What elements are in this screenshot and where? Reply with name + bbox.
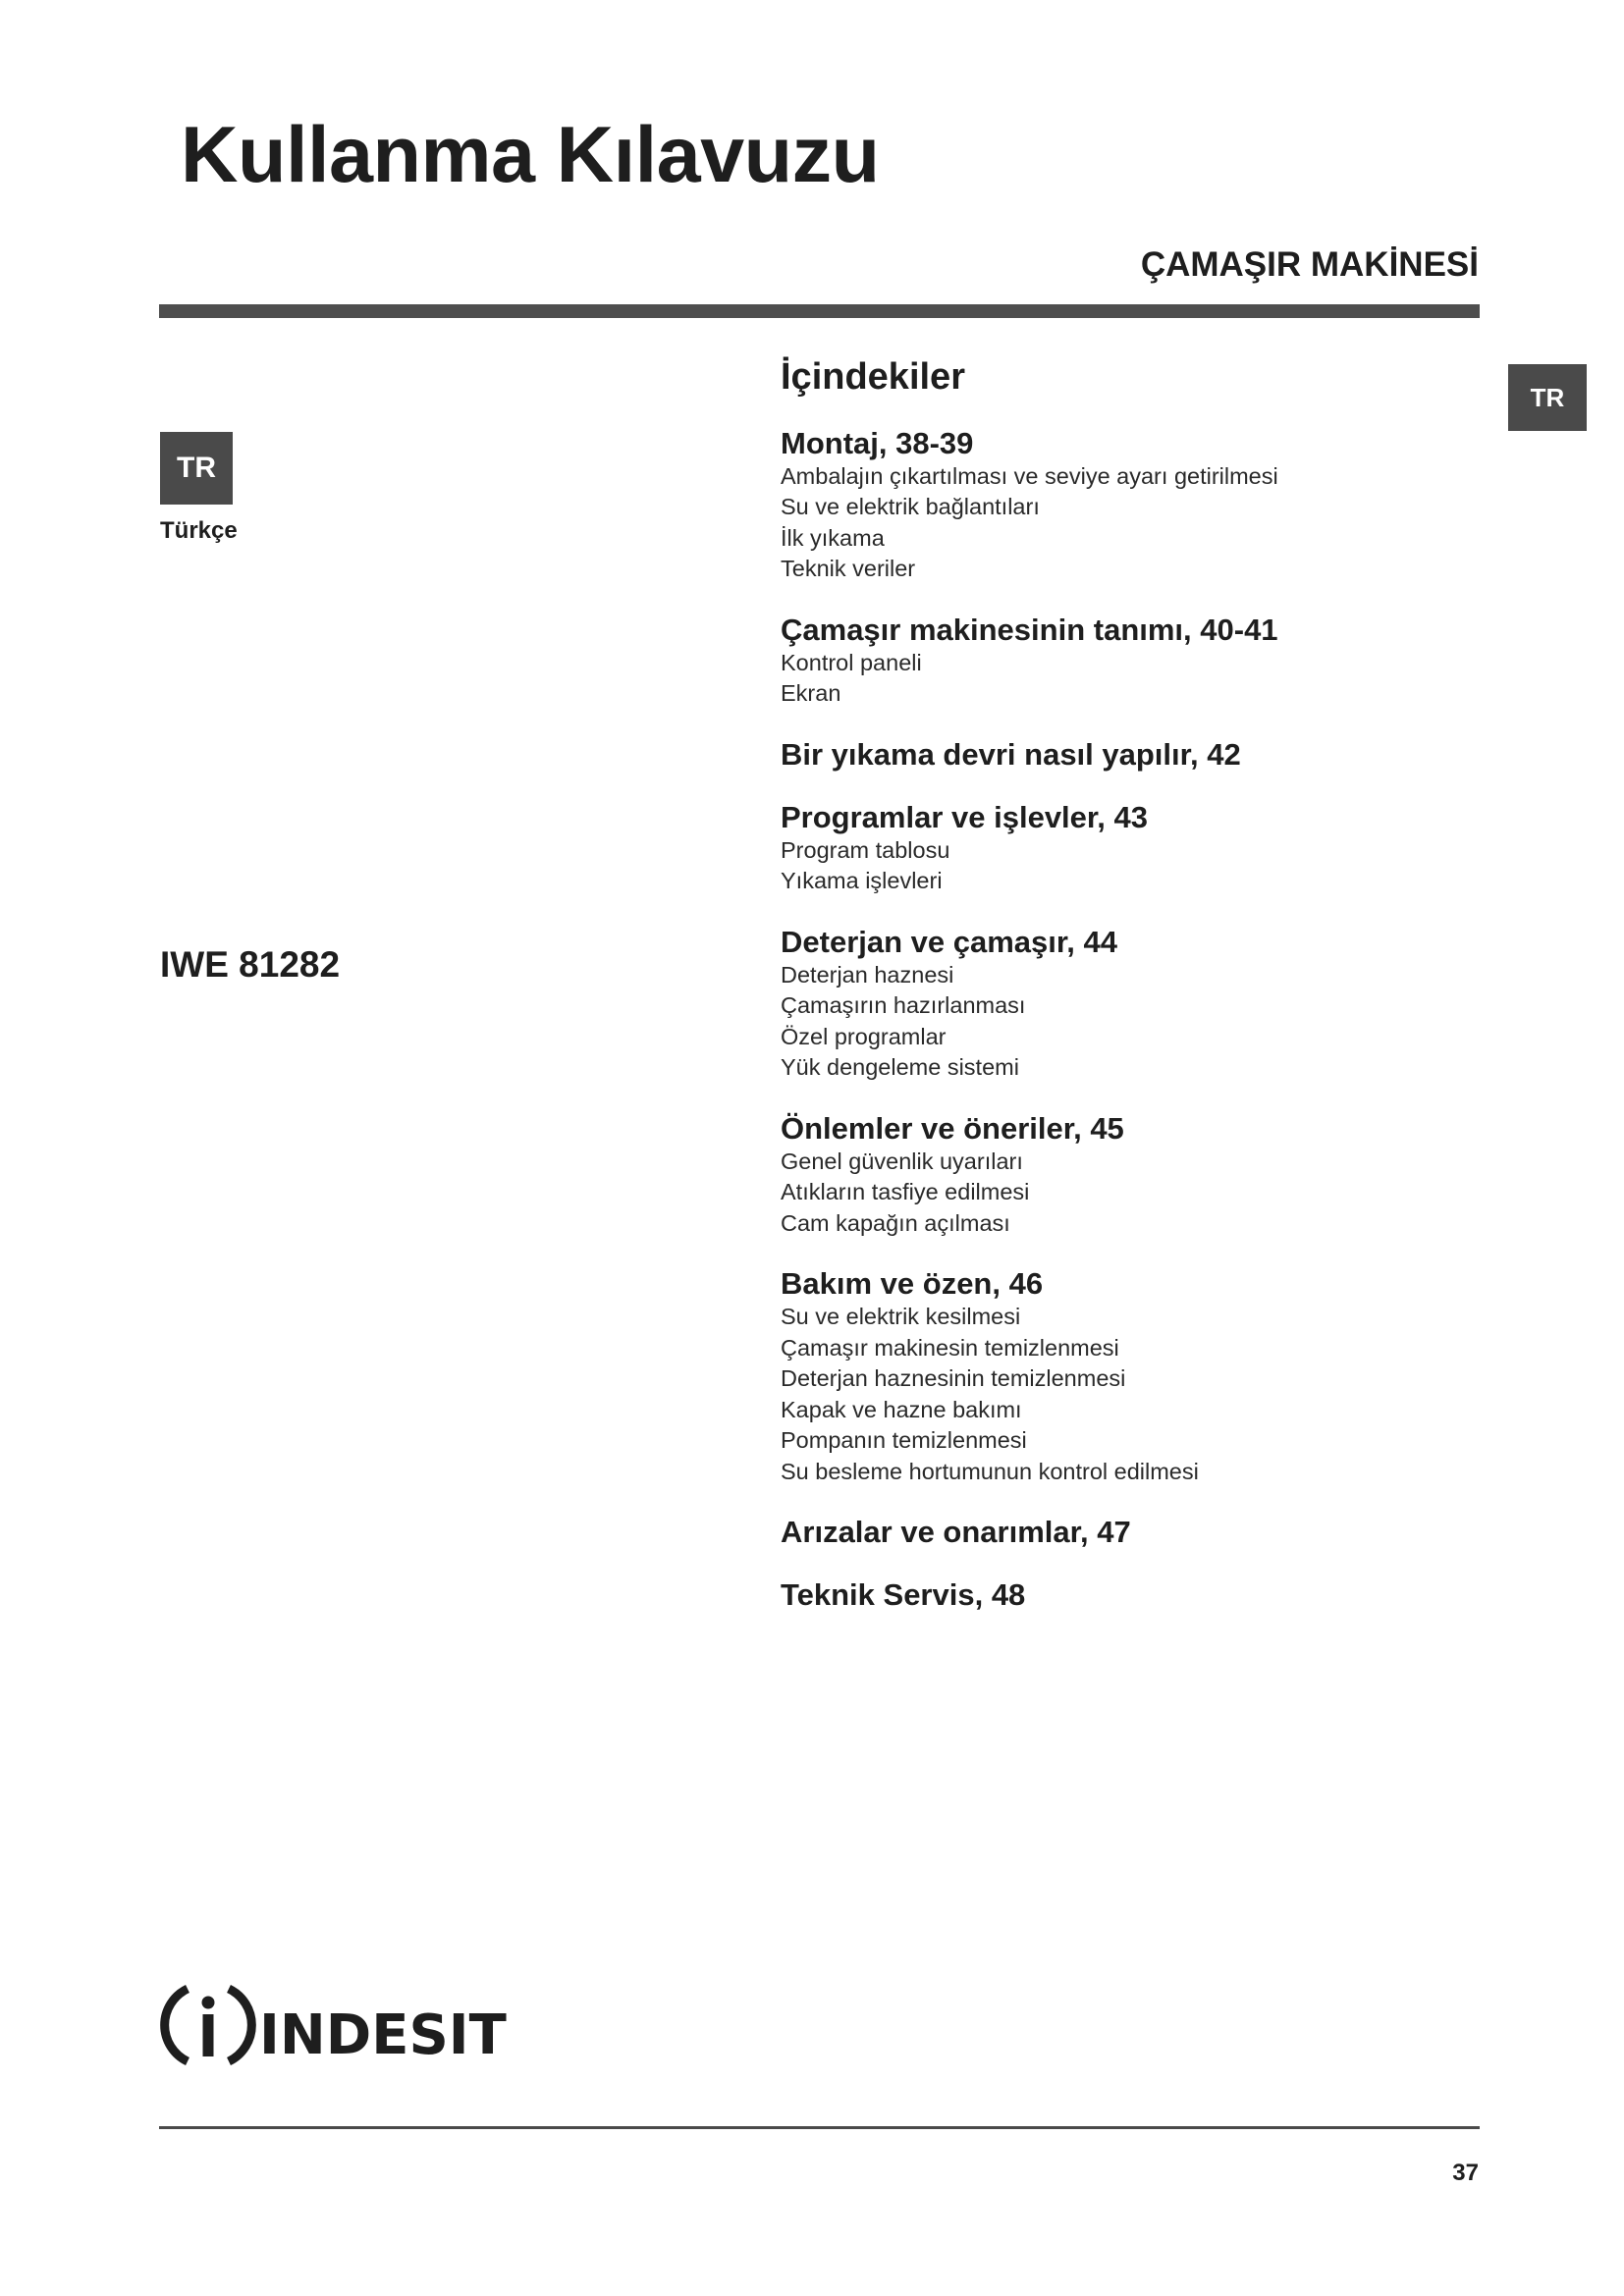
toc-subitem: Ekran — [781, 680, 841, 707]
language-tab: TR — [1508, 364, 1587, 431]
toc-section — [781, 613, 1468, 710]
toc-subitem: Genel güvenlik uyarıları — [781, 1148, 1023, 1174]
toc-subitem: Özel programlar — [781, 1023, 947, 1049]
toc-section-title: Montaj, 38-39 — [781, 425, 974, 460]
toc-subitem: Yük dengeleme sistemi — [781, 1054, 1019, 1081]
model-number: IWE 81282 — [160, 944, 341, 985]
toc-subitem: Deterjan haznesinin temizlenmesi — [781, 1365, 1126, 1392]
header-divider — [159, 304, 1480, 318]
toc-section — [781, 737, 1468, 773]
toc-subitem: Çamaşır makinesin temizlenmesi — [781, 1334, 1119, 1361]
toc-section-title: Çamaşır makinesinin tanımı, 40-41 — [781, 612, 1278, 647]
toc-subitem: Su ve elektrik kesilmesi — [781, 1304, 1021, 1330]
toc-subitem: Deterjan haznesi — [781, 961, 954, 988]
toc-section — [781, 925, 1468, 1084]
toc-subitem: Su ve elektrik bağlantıları — [781, 494, 1040, 520]
toc-subitem: Program tablosu — [781, 836, 950, 863]
toc-subitem: Kontrol paneli — [781, 649, 922, 675]
toc-subitem: İlk yıkama — [781, 524, 885, 551]
toc-subitems — [781, 835, 1468, 897]
toc-subitem: Çamaşırın hazırlanması — [781, 992, 1026, 1019]
toc-sections — [781, 426, 1468, 1614]
toc-section-title: Bir yıkama devri nasıl yapılır, 42 — [781, 736, 1241, 772]
toc-section — [781, 1577, 1468, 1613]
table-of-contents — [781, 355, 1468, 1640]
brand-name: INDESIT — [259, 2003, 507, 2067]
toc-subitem: Pompanın temizlenmesi — [781, 1427, 1027, 1454]
toc-subitem: Cam kapağın açılması — [781, 1209, 1010, 1236]
toc-subitem: Atıkların tasfiye edilmesi — [781, 1179, 1030, 1205]
toc-section — [781, 800, 1468, 897]
toc-section — [781, 426, 1468, 585]
toc-subitem: Su besleme hortumunun kontrol edilmesi — [781, 1458, 1199, 1484]
language-badge: TR — [160, 432, 233, 505]
language-label: Türkçe — [160, 517, 238, 544]
footer-divider — [159, 2126, 1480, 2129]
document-title: Kullanma Kılavuzu — [181, 111, 880, 199]
toc-section — [781, 1266, 1468, 1487]
indesit-logo — [159, 1975, 532, 2075]
toc-subitems — [781, 461, 1468, 585]
toc-subitems — [781, 648, 1468, 710]
toc-subitems — [781, 960, 1468, 1084]
toc-section-title: Bakım ve özen, 46 — [781, 1266, 1044, 1302]
toc-subitems — [781, 1147, 1468, 1240]
toc-section-title: Teknik Servis, 48 — [781, 1577, 1026, 1613]
toc-section — [781, 1515, 1468, 1550]
toc-section-title: Arızalar ve onarımlar, 47 — [781, 1515, 1131, 1550]
toc-subitem: Ambalajın çıkartılması ve seviye ayarı getirilmesi — [781, 462, 1278, 489]
product-type-label: ÇAMAŞIR MAKİNESİ — [1140, 245, 1479, 284]
toc-section-title: Deterjan ve çamaşır, 44 — [781, 924, 1117, 959]
toc-subitem: Yıkama işlevleri — [781, 868, 943, 894]
toc-subitem: Teknik veriler — [781, 556, 916, 582]
toc-heading: İçindekiler — [781, 356, 965, 398]
indesit-logo-icon — [165, 1989, 252, 2061]
toc-section-title: Önlemler ve öneriler, 45 — [781, 1110, 1124, 1146]
page-number: 37 — [1452, 2160, 1479, 2186]
toc-subitems — [781, 1302, 1468, 1487]
toc-section-title: Programlar ve işlevler, 43 — [781, 799, 1148, 834]
toc-section — [781, 1111, 1468, 1240]
toc-subitem: Kapak ve hazne bakımı — [781, 1396, 1022, 1422]
